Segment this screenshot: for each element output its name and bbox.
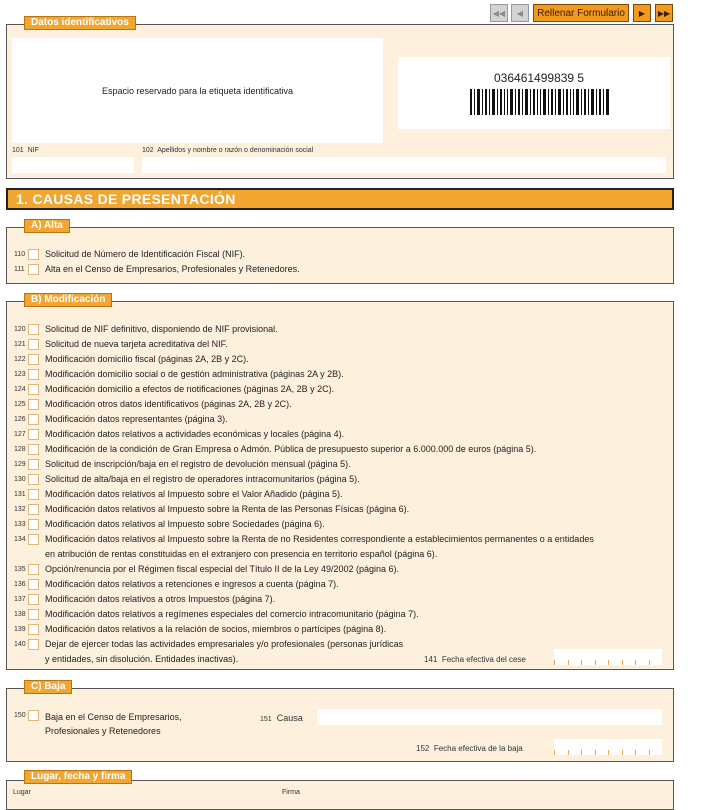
list-item: 150 Baja en el Censo de Empresarios, Profesionales y Retenedores [14, 712, 182, 736]
checkbox-139[interactable] [28, 624, 39, 635]
modificacion-panel [6, 301, 674, 670]
list-item: 131 Modificación datos relativos al Impuesto sobre el Valor Añadido (página 5). [14, 489, 343, 499]
checkbox-129[interactable] [28, 459, 39, 470]
skip-back-icon: ◀◀ [492, 8, 506, 18]
checkbox-132[interactable] [28, 504, 39, 515]
alta-panel [6, 227, 674, 284]
list-item: 125 Modificación otros datos identificativos (páginas 2A, 2B y 2C). [14, 399, 292, 409]
baja-panel [6, 688, 674, 762]
checkbox-136[interactable] [28, 579, 39, 590]
checkbox-121[interactable] [28, 339, 39, 350]
barcode-number: 036461499839 5 [494, 71, 585, 85]
list-item: 110 Solicitud de Número de Identificación Fiscal (NIF). [14, 249, 246, 259]
list-item: 135 Opción/renuncia por el Régimen fiscal especial del Título II de la Ley 49/2002 (página 6). [14, 564, 400, 574]
list-item: 124 Modificación domicilio a efectos de notificaciones (páginas 2A, 2B y 2C). [14, 384, 335, 394]
cese-date-field[interactable] [554, 649, 662, 665]
reserved-label-area: Espacio reservado para la etiqueta identificativa [12, 38, 383, 143]
last-page-button[interactable] [655, 4, 673, 22]
baja-legend: C) Baja [24, 680, 72, 694]
checkbox-110[interactable] [28, 249, 39, 260]
list-item: 111 Alta en el Censo de Empresarios, Profesionales y Retenedores. [14, 264, 300, 274]
lugar-panel [6, 780, 674, 810]
checkbox-111[interactable] [28, 264, 39, 275]
nif-field[interactable] [12, 157, 134, 173]
checkbox-122[interactable] [28, 354, 39, 365]
checkbox-140[interactable] [28, 639, 39, 650]
checkbox-137[interactable] [28, 594, 39, 605]
alta-legend: A) Alta [24, 219, 70, 233]
checkbox-120[interactable] [28, 324, 39, 335]
list-item: 136 Modificación datos relativos a retenciones e ingresos a cuenta (página 7). [14, 579, 339, 589]
nif-label: 101 NIF [12, 147, 39, 154]
list-item: 137 Modificación datos relativos a otros Impuestos (página 7). [14, 594, 276, 604]
checkbox-126[interactable] [28, 414, 39, 425]
fecha-baja-label: 152 Fecha efectiva de la baja [416, 744, 523, 753]
checkbox-133[interactable] [28, 519, 39, 530]
list-item-continuation: en atribución de rentas constituidas en el extranjero con presencia en territorio español (página 6). [45, 549, 438, 559]
checkbox-125[interactable] [28, 399, 39, 410]
datos-identificativos-panel [6, 24, 674, 179]
nombre-field[interactable] [142, 157, 666, 173]
checkbox-123[interactable] [28, 369, 39, 380]
lugar-legend: Lugar, fecha y firma [24, 770, 132, 784]
checkbox-127[interactable] [28, 429, 39, 440]
firma-label: Firma [282, 789, 300, 796]
list-item: 126 Modificación datos representantes (página 3). [14, 414, 228, 424]
checkbox-128[interactable] [28, 444, 39, 455]
checkbox-150[interactable] [28, 710, 39, 721]
nombre-label: 102 Apellidos y nombre o razón o denominación social [142, 147, 314, 154]
list-item: 130 Solicitud de alta/baja en el registro de operadores intracomunitarios (página 5). [14, 474, 360, 484]
lugar-label: Lugar [13, 789, 31, 796]
list-item: 123 Modificación domicilio social o de gestión administrativa (páginas 2A y 2B). [14, 369, 344, 379]
baja-date-field[interactable] [554, 739, 662, 755]
list-item: 139 Modificación datos relativos a la relación de socios, miembros o partícipes (página 8). [14, 624, 387, 634]
list-item: 129 Solicitud de inscripción/baja en el registro de devolución mensual (página 5). [14, 459, 351, 469]
next-page-button[interactable] [633, 4, 651, 22]
causa-field[interactable] [317, 709, 662, 725]
checkbox-134[interactable] [28, 534, 39, 545]
list-item-continuation: y entidades, sin disolución. Entidades inactivas). [45, 654, 239, 664]
barcode-icon [470, 89, 610, 115]
list-item: 127 Modificación datos relativos a actividades económicas y locales (página 4). [14, 429, 345, 439]
list-item: 134 Modificación datos relativos al Impuesto sobre la Renta de no Residentes correspondiente a establecimientos permanentes o a entidades [14, 534, 594, 544]
list-item: 122 Modificación domicilio fiscal (páginas 2A, 2B y 2C). [14, 354, 249, 364]
cese-label: 141 Fecha efectiva del cese [424, 655, 526, 664]
barcode-area [398, 57, 670, 129]
checkbox-135[interactable] [28, 564, 39, 575]
checkbox-138[interactable] [28, 609, 39, 620]
skip-forward-icon: ▶▶ [657, 8, 671, 18]
modificacion-legend: B) Modificación [24, 293, 112, 307]
checkbox-131[interactable] [28, 489, 39, 500]
causa-label: 151 Causa [260, 713, 303, 723]
list-item: 133 Modificación datos relativos al Impuesto sobre Sociedades (página 6). [14, 519, 325, 529]
list-item: 121 Solicitud de nueva tarjeta acreditativa del NIF. [14, 339, 228, 349]
checkbox-130[interactable] [28, 474, 39, 485]
step-forward-icon: ▶ [638, 8, 646, 18]
list-item: 138 Modificación datos relativos a regímenes especiales del comercio intracomunitario (página 7). [14, 609, 419, 619]
previous-page-button[interactable] [511, 4, 529, 22]
list-item: 120 Solicitud de NIF definitivo, disponiendo de NIF provisional. [14, 324, 278, 334]
checkbox-124[interactable] [28, 384, 39, 395]
list-item: 128 Modificación de la condición de Gran Empresa o Admón. Pública de presupuesto superior a 6.000.000 de euros (página 5). [14, 444, 537, 454]
list-item: 132 Modificación datos relativos al Impuesto sobre la Renta de las Personas Físicas (página 6). [14, 504, 410, 514]
section-title: 1. CAUSAS DE PRESENTACIÓN [6, 188, 674, 210]
step-back-icon: ◀ [516, 8, 524, 18]
list-item: 140 Dejar de ejercer todas las actividades empresariales y/o profesionales (personas jurídicas [14, 639, 404, 649]
fill-form-button[interactable]: Rellenar Formulario [533, 4, 629, 22]
first-page-button[interactable] [490, 4, 508, 22]
datos-identificativos-legend: Datos identificativos [24, 16, 136, 30]
